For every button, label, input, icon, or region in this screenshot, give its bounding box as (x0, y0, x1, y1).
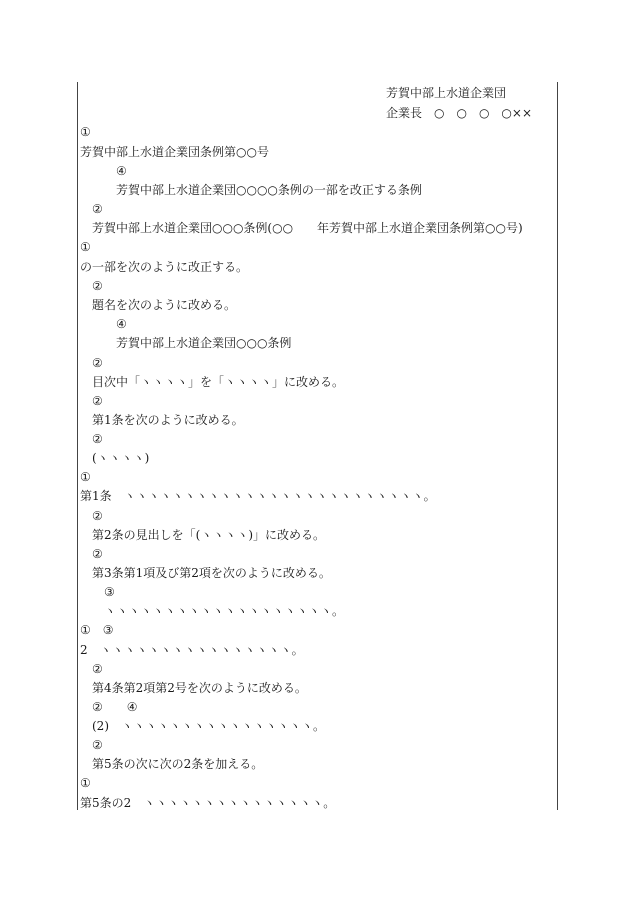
marker-line: ② (92, 432, 103, 446)
body-text: 第2条の見出しを「(ヽヽヽヽ)」に改める。 (92, 528, 325, 542)
marker-line: ② (92, 279, 103, 293)
marker-line: ② (92, 509, 103, 523)
marker-line: ① (80, 240, 91, 254)
body-text: 第5条の次に次の2条を加える。 (92, 757, 264, 771)
amended-title: 芳賀中部上水道企業団○○○条例 (116, 336, 292, 350)
marker-line: ② (92, 394, 103, 408)
body-text: 題名を次のように改める。 (92, 298, 237, 312)
body-text: 目次中「ヽヽヽヽ」を「ヽヽヽヽ」に改める。 (92, 375, 345, 389)
marker-line: ② (92, 662, 103, 676)
marker-line: ② (92, 356, 103, 370)
item-text: (2) ヽヽヽヽヽヽヽヽヽヽヽヽヽヽヽヽ。 (92, 719, 325, 733)
marker-line: ③ (104, 585, 115, 599)
marker-line: ② (92, 202, 103, 216)
marker-line: ④ (116, 164, 127, 178)
ordinance-title: 芳賀中部上水道企業団○○○○条例の一部を改正する条例 (116, 183, 422, 197)
article-text: 第1条 ヽヽヽヽヽヽヽヽヽヽヽヽヽヽヽヽヽヽヽヽヽヽヽヽヽ。 (80, 489, 436, 503)
ordinance-number: 芳賀中部上水道企業団条例第○○号 (80, 145, 269, 159)
body-text: 第3条第1項及び第2項を次のように改める。 (92, 566, 331, 580)
signatory-line: 企業長 ○ ○ ○ ○×× (386, 106, 532, 120)
article-text: ヽヽヽヽヽヽヽヽヽヽヽヽヽヽヽヽヽヽヽ。 (104, 604, 345, 618)
article-heading: (ヽヽヽヽ) (92, 451, 150, 465)
marker-line: ① ③ (80, 623, 114, 637)
body-text: 第1条を次のように改める。 (92, 413, 244, 427)
marker-line: ① (80, 470, 91, 484)
organization-name: 芳賀中部上水道企業団 (386, 86, 507, 100)
paragraph-text: 2 ヽヽヽヽヽヽヽヽヽヽヽヽヽヽヽヽ。 (80, 643, 304, 657)
marker-line: ① (80, 125, 91, 139)
marker-line: ② (92, 547, 103, 561)
article-text: 第5条の2 ヽヽヽヽヽヽヽヽヽヽヽヽヽヽヽ。 (80, 796, 336, 810)
body-text: 第4条第2項第2号を次のように改める。 (92, 681, 307, 695)
marker-line: ② ④ (92, 700, 138, 714)
marker-line: ④ (116, 317, 127, 331)
body-text: の一部を次のように改正する。 (80, 260, 249, 274)
marker-line: ① (80, 776, 91, 790)
body-text: 芳賀中部上水道企業団○○○条例(○○ 年芳賀中部上水道企業団条例第○○号) (92, 221, 523, 235)
marker-line: ② (92, 738, 103, 752)
